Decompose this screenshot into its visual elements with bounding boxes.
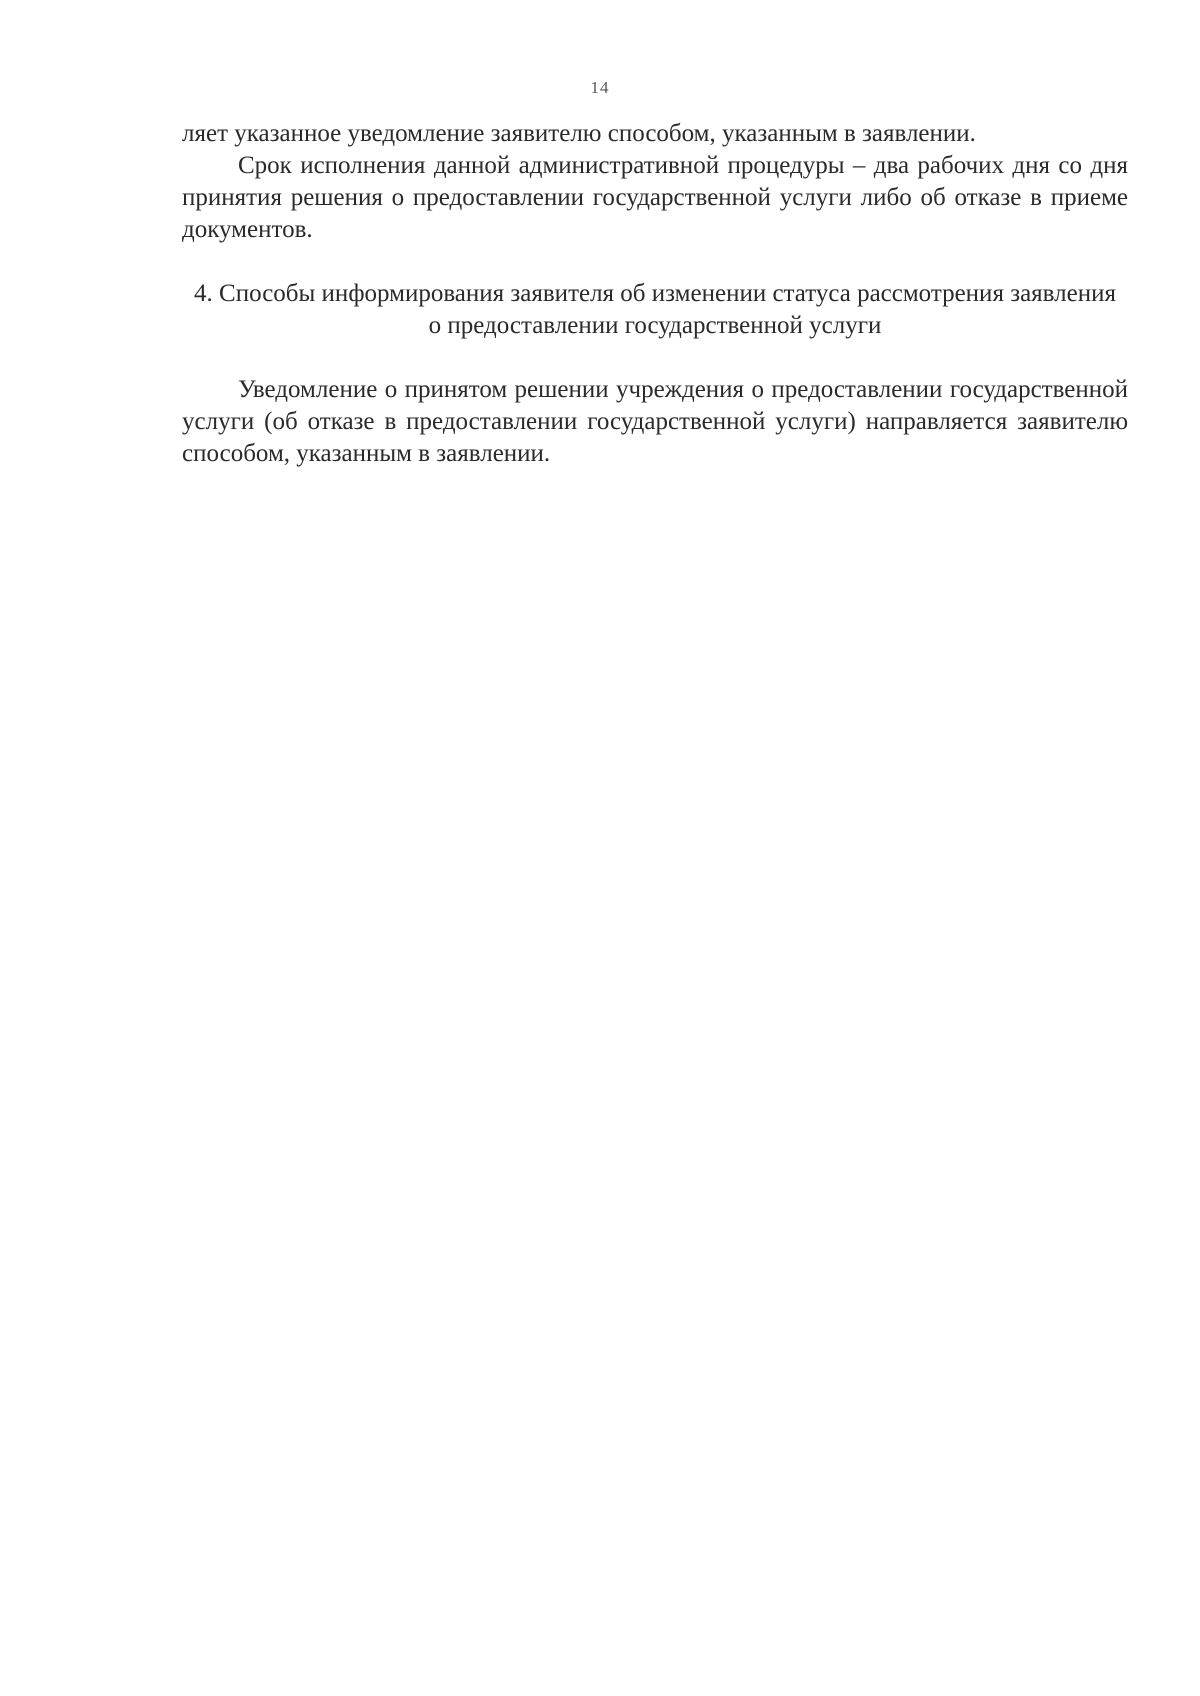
paragraph-continuation: ляет указанное уведомление заявителю способом, указанным в заявлении. [182, 120, 976, 147]
paragraph-notification: Уведомление о принятом решении учреждения о предоставлении государственной услуги (об отказе в предоставлении государственной услуги) направляется заявителю способом, указанным в заявлении. [182, 376, 1128, 467]
paragraph-deadline: Срок исполнения данной административной процедуры – два рабочих дня со дня принятия решения о предоставлении государственной услуги либо об отказе в приеме документов. [182, 152, 1128, 243]
section-spacer [182, 342, 1128, 374]
section-heading: 4. Способы информирования заявителя об изменении статуса рассмотрения заявления о предоставлении государственной услуги [194, 280, 1116, 339]
page-number: 14 [590, 78, 610, 97]
document-body [182, 118, 1128, 470]
